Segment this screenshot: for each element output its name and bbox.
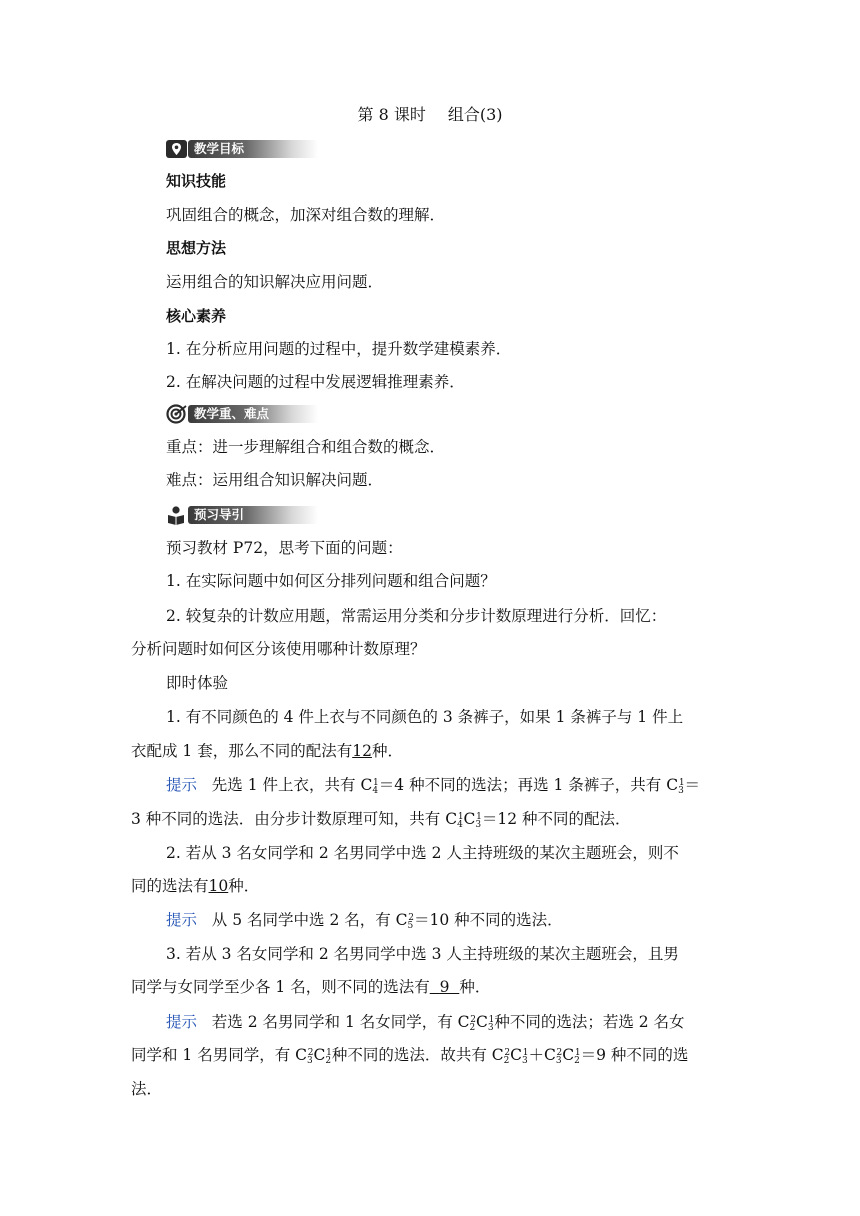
exercise-2: 2. 若从 3 名女同学和 2 名男同学中选 2 人主持班级的某次主题班会，则不: [166, 844, 679, 862]
exercise-1-answer: 12: [352, 742, 372, 760]
preview-question-2-cont: 分析问题时如何区分该使用哪种计数原理？: [131, 640, 426, 658]
exercise-1-cont: 衣配成 1 套，那么不同的配法有12种．: [131, 742, 403, 760]
banner-label: 教学目标: [194, 141, 245, 156]
preview-question-2: 2. 较复杂的计数应用题，常需运用分类和分步计数原理进行分析．回忆：: [166, 607, 667, 625]
combination-c52: $5^2$: [407, 913, 414, 931]
exercise-1-hint: 提示 先选 1 件上衣，共有 $C4^1=4$ 种不同的选法；再选 1 条裤子，共有 $C3^1=$: [166, 776, 701, 796]
section-banner-preview: [166, 505, 318, 525]
method-heading: 思想方法: [166, 239, 227, 257]
combination-c21: $2^1$: [325, 1048, 332, 1066]
page-title: [0, 105, 860, 125]
hint-label: 提示: [166, 911, 198, 929]
combination-c31: $3^1$: [475, 812, 482, 830]
exercise-1-hint-cont: 3 种不同的选法．由分步计数原理可知，共有 $C4^1C3^1=12$ 种不同的配法．: [131, 810, 631, 830]
exercise-3-hint-cont: 同学和 1 名男同学，有 $C3^2C2^1$种不同的选法．故共有 $C2^2C3^1+C3^2C2^1=9$ 种不同的选: [131, 1046, 689, 1066]
exercise-3-hint: 提示 若选 2 名男同学和 1 名女同学，有 $C2^2C3^1$种不同的选法；若选 2 名女: [166, 1013, 685, 1033]
banner-label: 预习导引: [194, 507, 245, 522]
literacy-item-2: 2. 在解决问题的过程中发展逻辑推理素养．: [166, 373, 465, 391]
combination-c22: $2^2$: [503, 1048, 511, 1066]
knowledge-text: 巩固组合的概念，加深对组合数的理解．: [166, 206, 446, 224]
combination-c22: $2^2$: [469, 1015, 476, 1033]
combination-c31: $3^1$: [678, 778, 685, 796]
difficult-point: 难点：运用组合知识解决问题．: [166, 471, 384, 489]
location-pin-icon: [166, 139, 188, 159]
section-banner-goals: [166, 139, 318, 159]
exercise-3-cont: 同学与女同学至少各 1 名，则不同的选法有 9 种．: [131, 978, 491, 996]
key-point: 重点：进一步理解组合和组合数的概念．: [166, 438, 446, 456]
exercise-3-hint-end: 法．: [131, 1080, 163, 1098]
knowledge-heading: 知识技能: [166, 172, 227, 190]
target-icon: [166, 404, 188, 424]
exercise-1: 1. 有不同颜色的 4 件上衣与不同颜色的 3 条裤子，如果 1 条裤子与 1 件上: [166, 708, 684, 726]
method-text: 运用组合的知识解决应用问题．: [166, 273, 384, 291]
combination-c32: $3^2$: [555, 1048, 563, 1066]
lesson-number: 第 8 课时: [357, 105, 426, 124]
exercise-2-hint: 提示 从 5 名同学中选 2 名，有 $C5^2=10$ 种不同的选法．: [166, 911, 563, 931]
literacy-item-1: 1. 在分析应用问题的过程中，提升数学建模素养．: [166, 340, 512, 358]
exercise-2-answer: 10: [208, 877, 229, 895]
combination-c32: $3^2$: [307, 1048, 314, 1066]
combination-c31: $3^1$: [487, 1015, 495, 1033]
combination-c41: $4^1$: [457, 812, 464, 830]
exercise-3: 3. 若从 3 名女同学和 2 名男同学中选 3 人主持班级的某次主题班会，且男: [166, 945, 679, 963]
combination-c31: $3^1$: [521, 1048, 529, 1066]
lesson-topic: 组合(3): [447, 105, 503, 124]
banner-label: 教学重、难点: [194, 406, 270, 421]
exercise-3-answer: 9: [439, 978, 450, 996]
reading-person-icon: [166, 505, 188, 525]
exercise-2-cont: 同的选法有10种．: [131, 877, 260, 895]
practice-heading: 即时体验: [166, 674, 229, 692]
section-banner-keypoints: [166, 404, 318, 424]
combination-c41: $4^1$: [372, 778, 379, 796]
preview-intro: 预习教材 P72，思考下面的问题：: [166, 539, 403, 557]
literacy-heading: 核心素养: [166, 307, 227, 325]
hint-label: 提示: [166, 776, 198, 794]
preview-question-1: 1. 在实际问题中如何区分排列问题和组合问题？: [166, 572, 496, 590]
combination-c21: $2^1$: [574, 1048, 581, 1066]
hint-label: 提示: [166, 1013, 198, 1031]
